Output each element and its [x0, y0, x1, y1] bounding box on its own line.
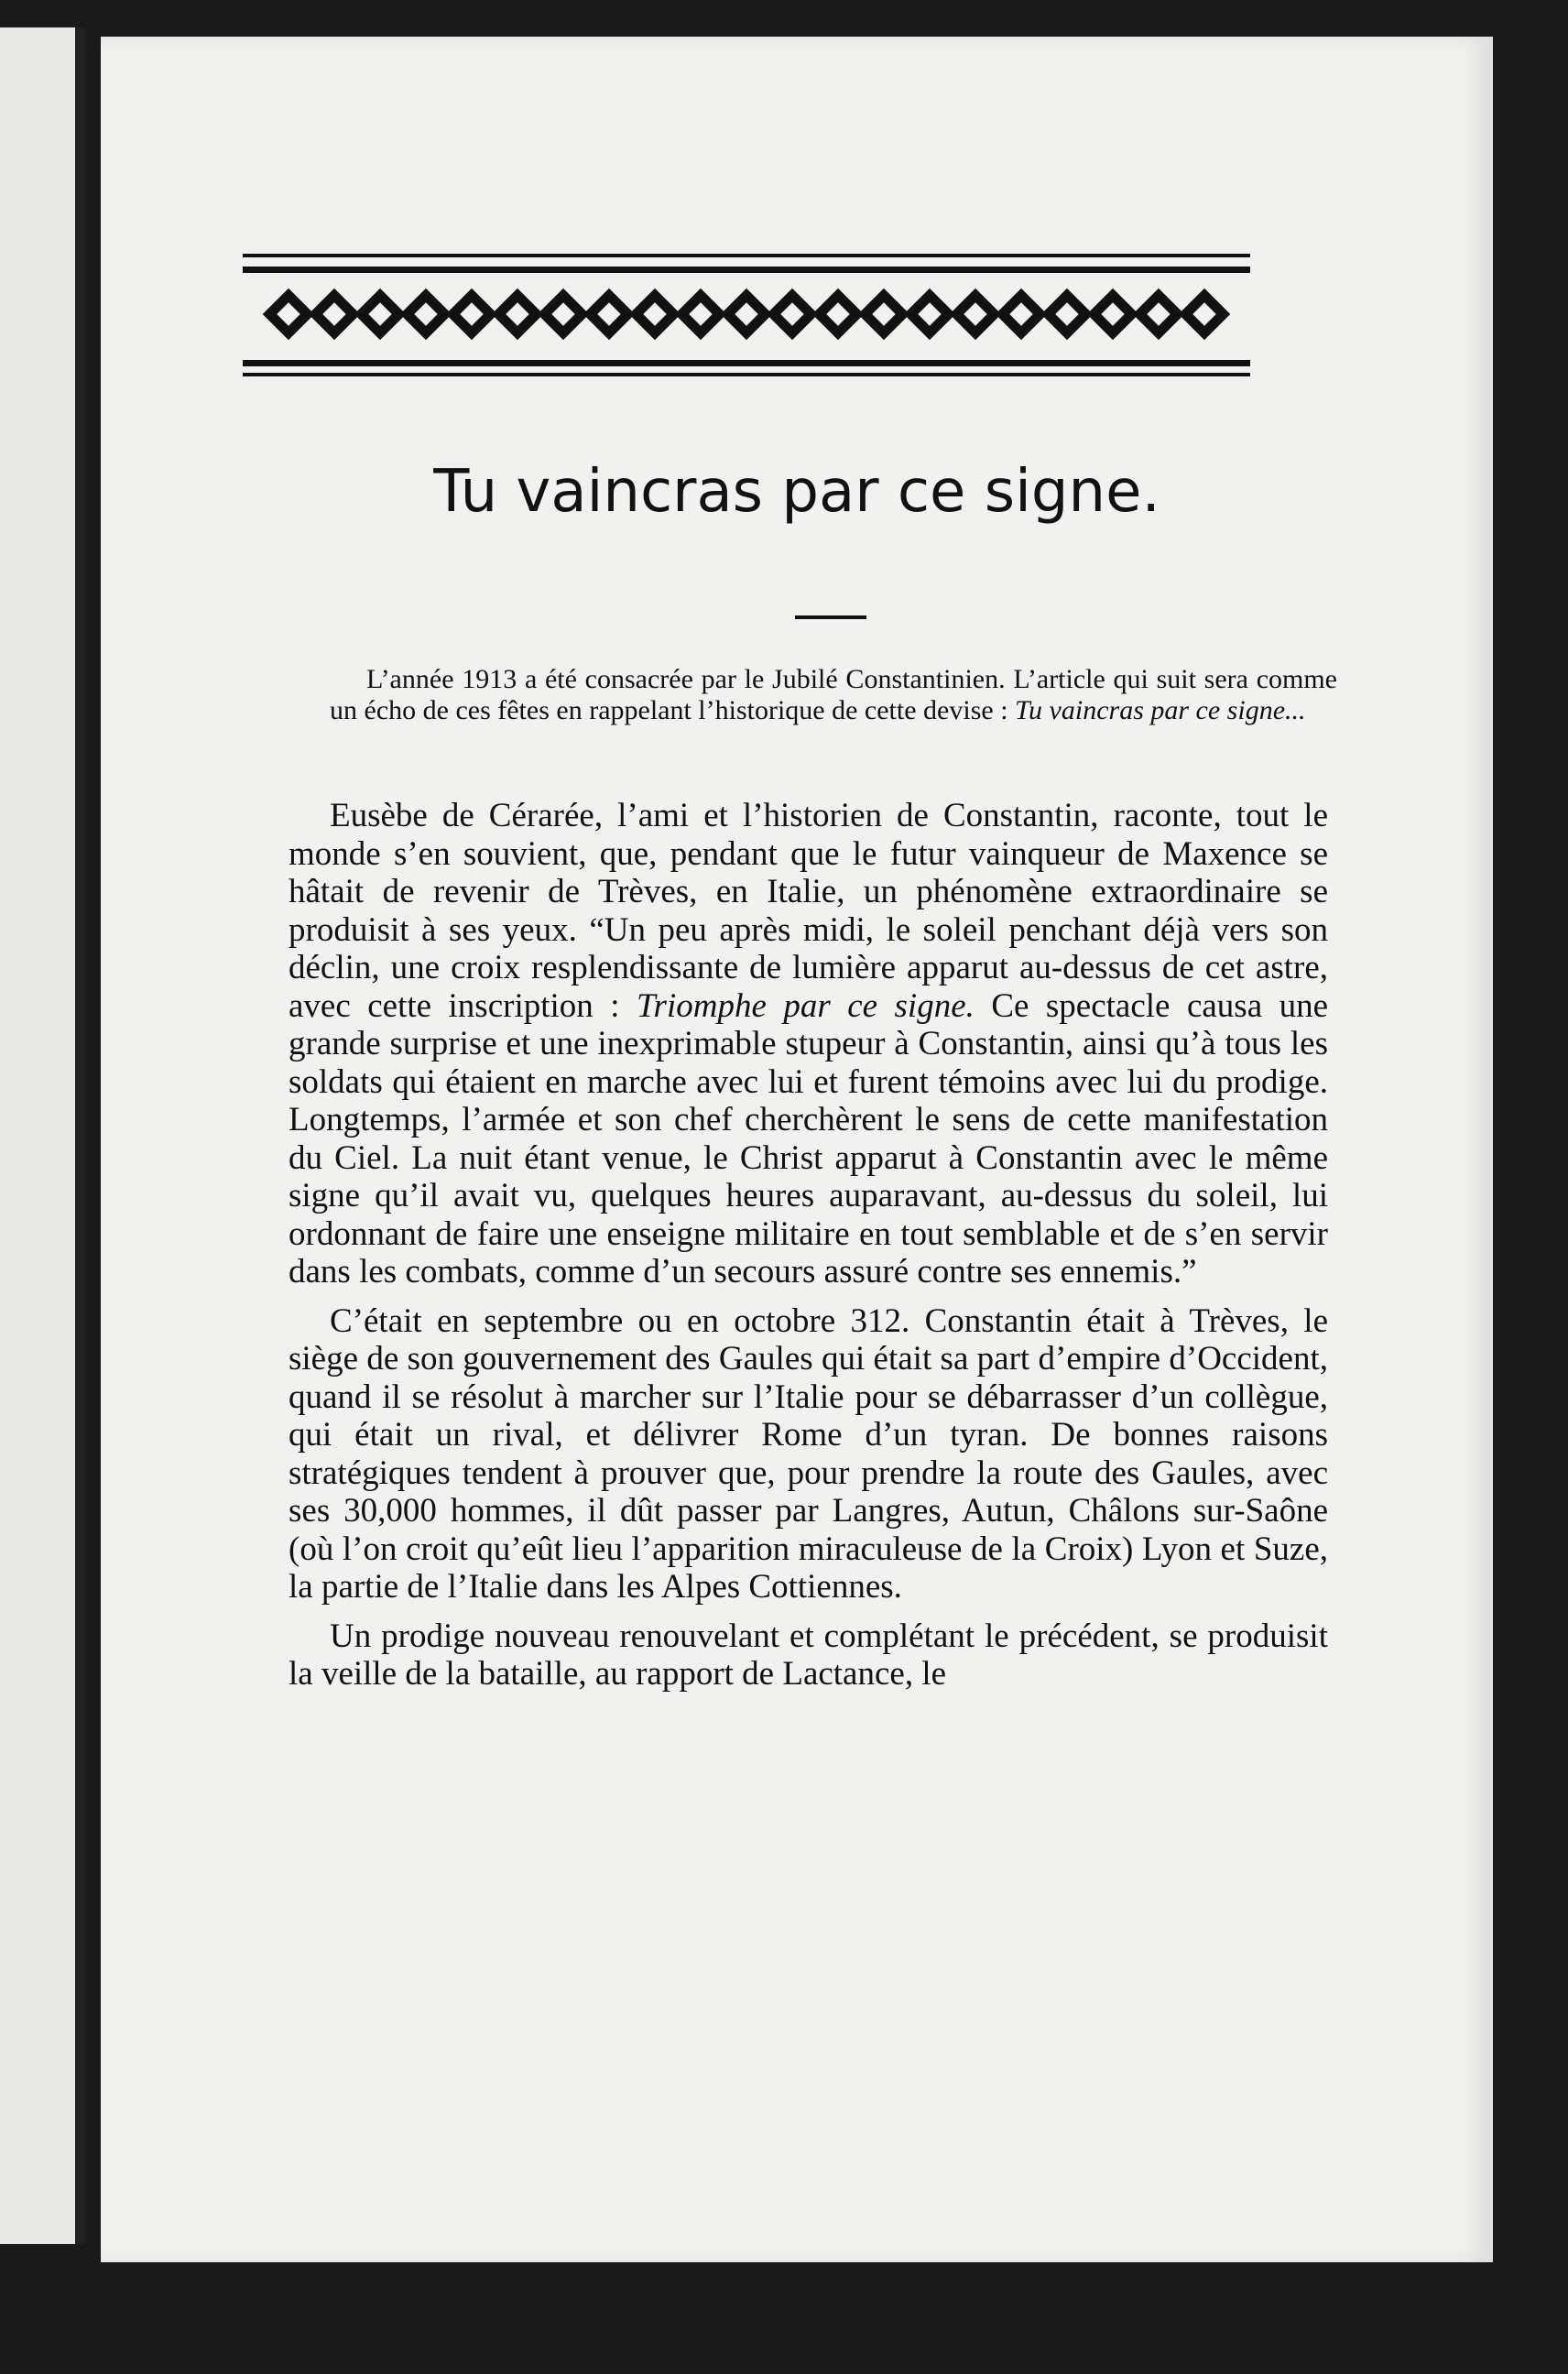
- title-separator-dash: [795, 615, 866, 619]
- paragraph-1-part-b: Ce spectacle causa une grande surprise et une inexprimable stupeur à Constantin, ainsi qu’à tous les soldats qui étaient en marche avec lui et furent témoins avec lui du prodige. Longtemps, l’armée et son chef cherchèrent le sens de cette manifestation du Ciel. La nuit étant venue, le Christ apparut à Constantin avec le même signe qu’il avait vu, quelques heures auparavant, au-dessus du soleil, lui ordonnant de faire une enseigne militaire en tout semblable et de s’en servir dans les combats, comme d’un secours assuré contre ses ennemis.”: [289, 986, 1329, 1290]
- banner-rule-top-thin: [243, 254, 1250, 257]
- banner-rule-top-thick: [243, 267, 1250, 273]
- ornament-icon: [950, 289, 1002, 341]
- ornament-icon: [263, 289, 315, 341]
- ornament-icon: [538, 289, 590, 341]
- intro-italic-motto: Tu vaincras par ce signe...: [1015, 695, 1306, 725]
- ornament-icon: [767, 289, 819, 341]
- ornament-icon: [492, 289, 544, 341]
- ornament-icon: [721, 289, 773, 341]
- ornament-icon: [904, 289, 956, 341]
- left-page-edge: [0, 27, 86, 2244]
- article-body: [289, 797, 1328, 1704]
- intro-text: L’année 1913 a été consacrée par le Jubilé Constantinien. L’article qui suit sera comme un écho de ces fêtes en rappelant l’historique de cette devise :: [330, 664, 1337, 725]
- ornament-icon: [400, 289, 452, 341]
- ornament-icon: [858, 289, 910, 341]
- ornament-icon: [354, 289, 407, 341]
- paragraph-1-part-a: Eusèbe de Cérarée, l’ami et l’historien de Constantin, raconte, tout le monde s’en souvient, que, pendant que le futur vainqueur de Maxence se hâtait de revenir de Trèves, en Italie, un phénomène extraordinaire se produisit à ses yeux. “Un peu après midi, le soleil penchant déjà vers son déclin, une croix resplendissante de lumière apparut au-dessus de cet astre, avec cette inscription :: [289, 797, 1328, 1025]
- banner-rule-bottom-thin: [243, 373, 1250, 376]
- page-title: Tu vaincras par ce signe.: [433, 458, 1160, 526]
- intro-note: [330, 664, 1337, 726]
- ornament-icon: [446, 289, 498, 341]
- ornament-icon: [309, 289, 361, 341]
- ornament-icon: [1087, 289, 1139, 341]
- ornament-icon: [1133, 289, 1185, 341]
- ornament-icon: [996, 289, 1048, 341]
- paragraph-1-italic-inscription: Triomphe par ce signe.: [637, 986, 975, 1025]
- ornamental-banner: [243, 215, 1250, 412]
- banner-rule-bottom-thick: [243, 360, 1250, 366]
- ornament-icon: [812, 289, 865, 341]
- paragraph-1: [289, 797, 1328, 1291]
- ornament-icon: [675, 289, 727, 341]
- paragraph-2: C’était en septembre ou en octobre 312. Constantin était à Trèves, le siège de son gouvernement des Gaules qui était sa part d’empire d’Occident, quand il se résolut à marcher sur l’Italie pour se débarrasser d’un collègue, qui était un rival, et délivrer Rome d’un tyran. De bonnes raisons stratégiques tendent à prouver que, pour prendre la route des Gaules, avec ses 30,000 hommes, il dût passer par Langres, Autun, Châlons sur-Saône (où l’on croit qu’eût lieu l’apparition miraculeuse de la Croix) Lyon et Suze, la partie de l’Italie dans les Alpes Cottiennes.: [289, 1301, 1328, 1606]
- paragraph-3: Un prodige nouveau renouvelant et complétant le précédent, se produisit la veille de la bataille, au rapport de Lactance, le: [289, 1617, 1328, 1693]
- ornament-icon: [1179, 289, 1231, 341]
- ornament-icon: [629, 289, 681, 341]
- ornament-icon: [583, 289, 636, 341]
- ornament-icon: [1041, 289, 1094, 341]
- banner-ornament-row: [270, 278, 1223, 351]
